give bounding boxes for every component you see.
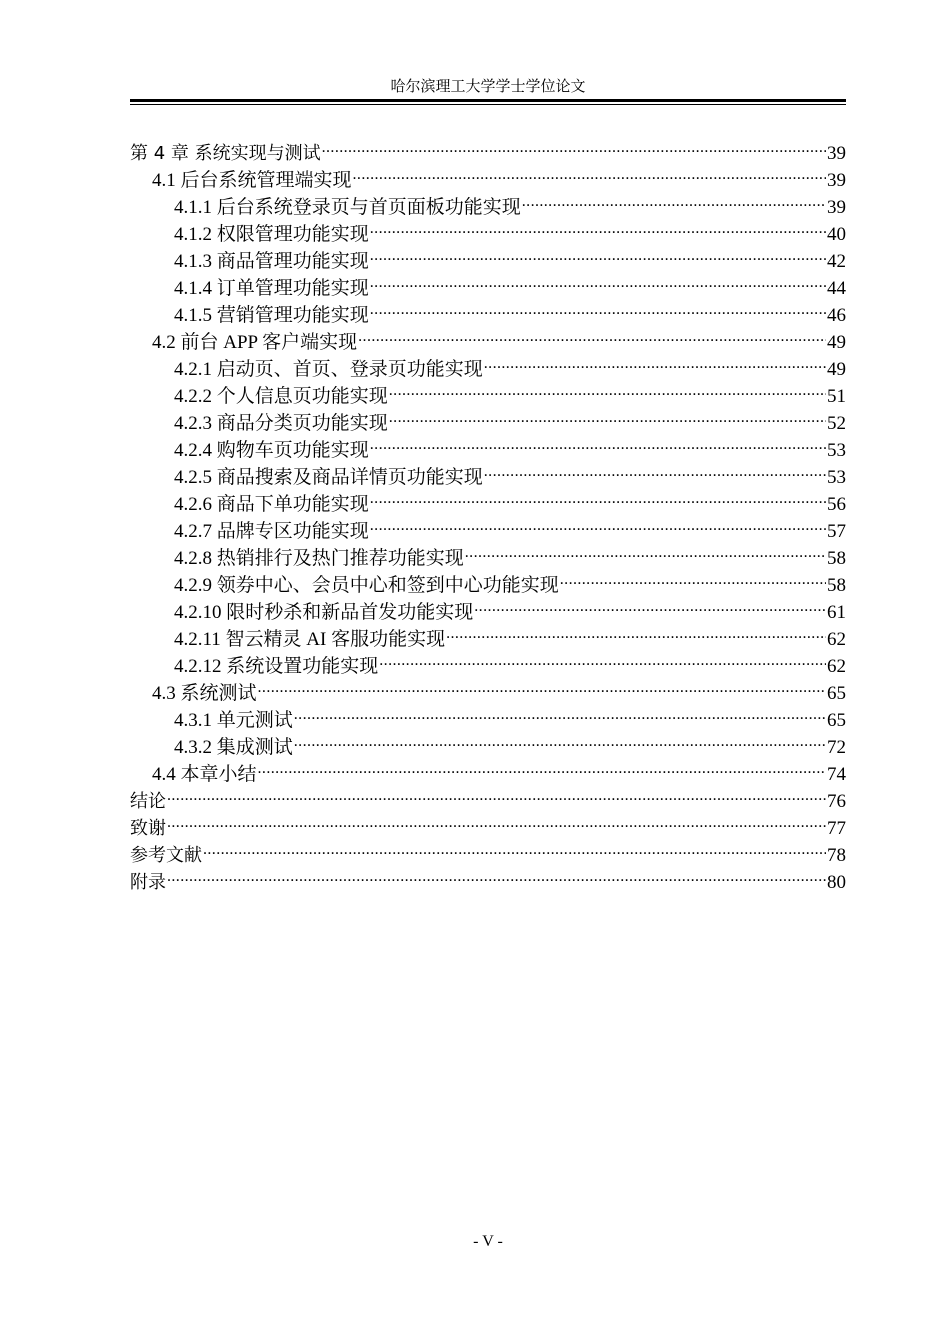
toc-dot-leader bbox=[370, 294, 826, 321]
toc-dot-leader bbox=[258, 753, 826, 780]
toc-entry-page: 65 bbox=[827, 710, 846, 731]
toc-entry-title: 4.2.7 品牌专区功能实现 bbox=[174, 521, 369, 542]
toc-entry-page: 58 bbox=[827, 548, 846, 569]
toc-entry-title: 4.1.4 订单管理功能实现 bbox=[174, 278, 369, 299]
toc-entry-page: 40 bbox=[827, 224, 846, 245]
toc-entry-title: 4.1.2 权限管理功能实现 bbox=[174, 224, 369, 245]
toc-entry-page: 46 bbox=[827, 305, 846, 326]
toc-entry-page: 78 bbox=[827, 845, 846, 866]
toc-dot-leader bbox=[358, 321, 826, 348]
toc-dot-leader bbox=[167, 807, 826, 834]
page-header: 哈尔滨理工大学学士学位论文 bbox=[390, 79, 586, 95]
toc-entry[interactable] bbox=[130, 132, 846, 164]
toc-entry-title: 4.2 前台 APP 客户端实现 bbox=[152, 332, 358, 353]
toc-dot-leader bbox=[370, 429, 826, 456]
toc-entry-title: 4.2.4 购物车页功能实现 bbox=[174, 440, 369, 461]
toc-dot-leader bbox=[294, 726, 826, 753]
toc-dot-leader bbox=[258, 672, 826, 699]
toc-entry-page: 80 bbox=[827, 872, 846, 893]
toc-entry-title: 4.3 系统测试 bbox=[152, 683, 257, 704]
toc-dot-leader bbox=[370, 213, 826, 240]
toc-entry-title: 4.1.1 后台系统登录页与首页面板功能实现 bbox=[174, 197, 521, 218]
toc-dot-leader bbox=[465, 537, 826, 564]
toc-entry-page: 52 bbox=[827, 413, 846, 434]
toc-entry-title: 4.1 后台系统管理端实现 bbox=[152, 170, 352, 191]
toc-entry-title: 附录 bbox=[130, 872, 166, 893]
toc-entry-title: 4.4 本章小结 bbox=[152, 764, 257, 785]
toc-dot-leader bbox=[389, 375, 826, 402]
toc-entry-page: 76 bbox=[827, 791, 846, 812]
toc-entry[interactable] bbox=[130, 861, 846, 893]
toc-entry-title: 结论 bbox=[130, 791, 166, 812]
toc-entry-page: 56 bbox=[827, 494, 846, 515]
toc-entry-title: 第 4 章 系统实现与测试 bbox=[130, 143, 321, 164]
toc-dot-leader bbox=[370, 267, 826, 294]
header-rule-thick bbox=[130, 99, 846, 102]
toc-entry-title: 4.2.5 商品搜索及商品详情页功能实现 bbox=[174, 467, 483, 488]
toc-dot-leader bbox=[370, 483, 826, 510]
toc-dot-leader bbox=[353, 159, 826, 186]
toc-entry-page: 44 bbox=[827, 278, 846, 299]
toc-entry[interactable] bbox=[130, 780, 846, 812]
toc-entry-page: 58 bbox=[827, 575, 846, 596]
toc-entry-page: 77 bbox=[827, 818, 846, 839]
toc-dot-leader bbox=[322, 132, 826, 159]
toc-dot-leader bbox=[522, 186, 826, 213]
toc-dot-leader bbox=[370, 240, 826, 267]
toc-entry-title: 4.3.1 单元测试 bbox=[174, 710, 293, 731]
toc-entry-page: 62 bbox=[827, 656, 846, 677]
toc-entry-page: 39 bbox=[827, 143, 846, 164]
toc-entry-title: 4.2.2 个人信息页功能实现 bbox=[174, 386, 388, 407]
toc-entry-page: 62 bbox=[827, 629, 846, 650]
toc-dot-leader bbox=[560, 564, 826, 591]
toc-entry-title: 4.2.12 系统设置功能实现 bbox=[174, 656, 379, 677]
toc-entry-title: 4.2.9 领券中心、会员中心和签到中心功能实现 bbox=[174, 575, 559, 596]
toc-dot-leader bbox=[379, 645, 826, 672]
toc-entry-title: 4.3.2 集成测试 bbox=[174, 737, 293, 758]
toc-dot-leader bbox=[167, 861, 826, 888]
toc-entry-title: 4.2.6 商品下单功能实现 bbox=[174, 494, 369, 515]
toc-entry-page: 51 bbox=[827, 386, 846, 407]
toc-dot-leader bbox=[474, 591, 826, 618]
table-of-contents bbox=[130, 132, 846, 893]
toc-dot-leader bbox=[167, 780, 826, 807]
toc-entry-title: 4.1.5 营销管理功能实现 bbox=[174, 305, 369, 326]
toc-entry-title: 4.1.3 商品管理功能实现 bbox=[174, 251, 369, 272]
toc-dot-leader bbox=[370, 510, 826, 537]
toc-entry-title: 4.2.1 启动页、首页、登录页功能实现 bbox=[174, 359, 483, 380]
toc-dot-leader bbox=[446, 618, 826, 645]
header-rule-thin bbox=[130, 104, 846, 105]
toc-entry[interactable] bbox=[130, 834, 846, 866]
toc-entry-page: 53 bbox=[827, 440, 846, 461]
toc-entry-title: 致谢 bbox=[130, 818, 166, 839]
toc-entry-page: 39 bbox=[827, 170, 846, 191]
toc-entry-page: 39 bbox=[827, 197, 846, 218]
toc-entry-title: 参考文献 bbox=[130, 845, 202, 866]
toc-dot-leader bbox=[484, 456, 826, 483]
toc-entry[interactable] bbox=[130, 807, 846, 839]
toc-entry-page: 74 bbox=[827, 764, 846, 785]
toc-entry-page: 57 bbox=[827, 521, 846, 542]
toc-entry-page: 53 bbox=[827, 467, 846, 488]
toc-entry-page: 49 bbox=[827, 332, 846, 353]
toc-entry-title: 4.2.10 限时秒杀和新品首发功能实现 bbox=[174, 602, 474, 623]
toc-entry-page: 61 bbox=[827, 602, 846, 623]
toc-entry-title: 4.2.11 智云精灵 AI 客服功能实现 bbox=[174, 629, 446, 650]
toc-entry-page: 42 bbox=[827, 251, 846, 272]
toc-entry-page: 72 bbox=[827, 737, 846, 758]
toc-entry-title: 4.2.8 热销排行及热门推荐功能实现 bbox=[174, 548, 464, 569]
toc-dot-leader bbox=[203, 834, 826, 861]
toc-dot-leader bbox=[484, 348, 826, 375]
toc-entry-title: 4.2.3 商品分类页功能实现 bbox=[174, 413, 388, 434]
toc-entry-page: 65 bbox=[827, 683, 846, 704]
page-number: - V - bbox=[473, 1233, 503, 1250]
toc-entry-page: 49 bbox=[827, 359, 846, 380]
toc-dot-leader bbox=[294, 699, 826, 726]
toc-dot-leader bbox=[389, 402, 826, 429]
